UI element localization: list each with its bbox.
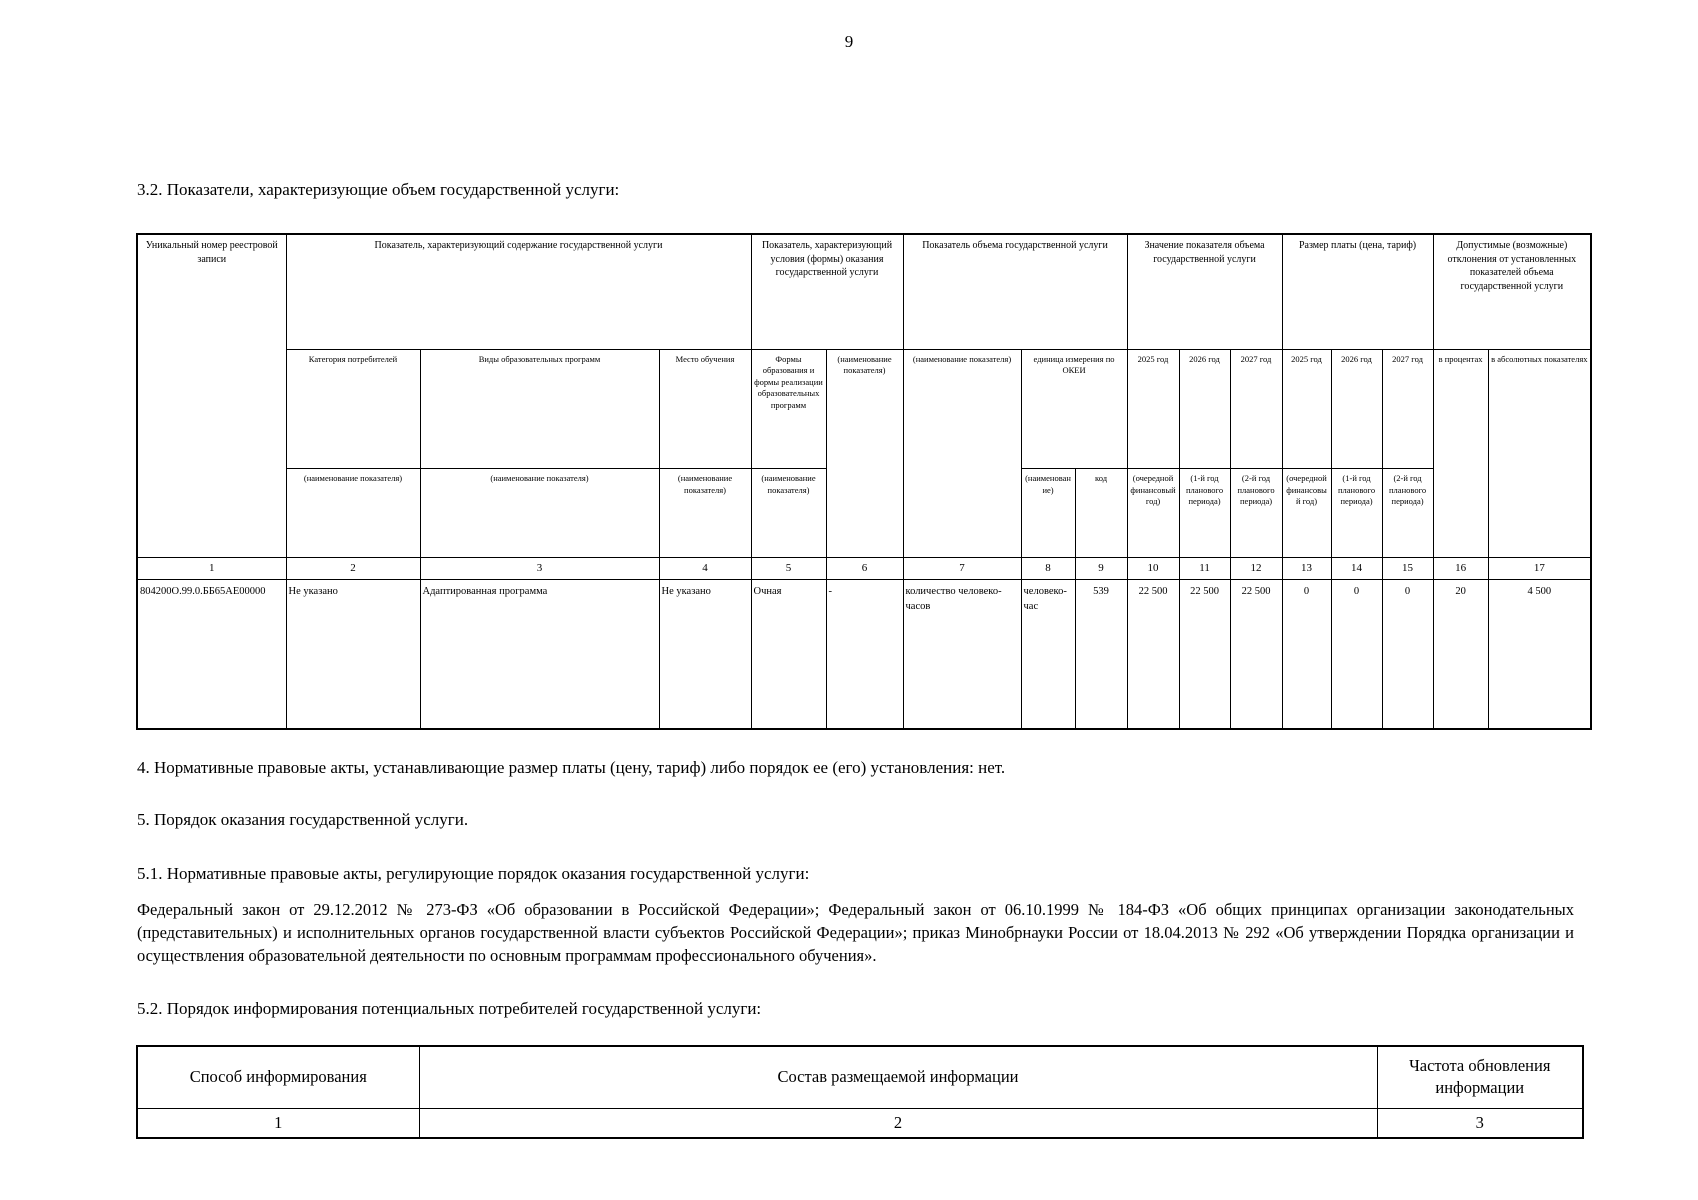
header-conditions-indicator: Показатель, характеризующий условия (формы) оказания государственной услуги bbox=[751, 234, 903, 349]
col-number: 15 bbox=[1382, 557, 1433, 579]
col-number: 3 bbox=[420, 557, 659, 579]
info-header-row bbox=[137, 1046, 1583, 1108]
col-number: 8 bbox=[1021, 557, 1075, 579]
header-unique-number: Уникальный номер реестровой записи bbox=[137, 234, 286, 557]
unit-value: человеко-час bbox=[1021, 579, 1075, 729]
fee-value-2027: 0 bbox=[1382, 579, 1433, 729]
col-number: 10 bbox=[1127, 557, 1179, 579]
name-category: (наименование показателя) bbox=[286, 469, 420, 557]
program-type: Адаптированная программа bbox=[420, 579, 659, 729]
col-number: 13 bbox=[1282, 557, 1331, 579]
header-indicator-value: Значение показателя объема государственной услуги bbox=[1127, 234, 1282, 349]
sub-year-2027: 2027 год bbox=[1230, 349, 1282, 468]
fee-value-2025: 0 bbox=[1282, 579, 1331, 729]
page-number: 9 bbox=[844, 32, 854, 51]
header-information-content: Состав размещаемой информации bbox=[419, 1046, 1377, 1108]
name-place: (наименование показателя) bbox=[659, 469, 751, 557]
consumer-category: Не указано bbox=[286, 579, 420, 729]
unit-name: (наименование) bbox=[1021, 469, 1075, 557]
registry-number: 804200О.99.0.ББ65АЕ00000 bbox=[137, 579, 286, 729]
value-2026: 22 500 bbox=[1179, 579, 1230, 729]
table-row bbox=[137, 579, 1591, 729]
col6-value: - bbox=[826, 579, 903, 729]
col-number: 1 bbox=[137, 557, 286, 579]
header-row-1 bbox=[137, 234, 1591, 349]
col-number: 16 bbox=[1433, 557, 1488, 579]
sub-col6-name: (наименование показателя) bbox=[826, 349, 903, 557]
col-number: 12 bbox=[1230, 557, 1282, 579]
fee-period-first: (1-й год планового периода) bbox=[1331, 469, 1382, 557]
section-3-2-heading: 3.2. Показатели, характеризующие объем государственной услуги: bbox=[137, 180, 620, 199]
col-number: 14 bbox=[1331, 557, 1382, 579]
col-number: 2 bbox=[419, 1108, 1377, 1138]
legal-acts-paragraph: Федеральный закон от 29.12.2012 № 273-ФЗ «Об образовании в Российской Федерации»; Федеральный закон от 06.10.1999 № 184-ФЗ «Об общих принципах организации законодательных (представительных) и исполнительных органов государственной власти субъектов Российской Федерации»; приказ Минобрнауки России от 18.04.2013 № 292 «Об утверждении Порядка организации и осуществления образовательной деятельности по основным программам профессионального обучения». bbox=[137, 900, 1574, 965]
info-number-row bbox=[137, 1108, 1583, 1138]
sub-in-absolute: в абсолютных показателях bbox=[1488, 349, 1591, 557]
col-number: 7 bbox=[903, 557, 1021, 579]
sub-education-forms: Формы образования и формы реализации образовательных программ bbox=[751, 349, 826, 468]
value-2027: 22 500 bbox=[1230, 579, 1282, 729]
deviation-percent: 20 bbox=[1433, 579, 1488, 729]
header-informing-method: Способ информирования bbox=[137, 1046, 419, 1108]
okei-code: 539 bbox=[1075, 579, 1127, 729]
section-5-2-heading: 5.2. Порядок информирования потенциальных потребителей государственной услуги: bbox=[137, 999, 762, 1018]
sub-in-percent: в процентах bbox=[1433, 349, 1488, 557]
fee-period-current: (очередной финансовый год) bbox=[1282, 469, 1331, 557]
header-row-2 bbox=[137, 349, 1591, 468]
deviation-absolute: 4 500 bbox=[1488, 579, 1591, 729]
informing-table bbox=[136, 1045, 1584, 1139]
education-form: Очная bbox=[751, 579, 826, 729]
col-number: 11 bbox=[1179, 557, 1230, 579]
sub-consumer-category: Категория потребителей bbox=[286, 349, 420, 468]
study-place: Не указано bbox=[659, 579, 751, 729]
col-number: 2 bbox=[286, 557, 420, 579]
volume-indicators-table bbox=[136, 233, 1592, 730]
period-second: (2-й год планового периода) bbox=[1230, 469, 1282, 557]
period-current: (очередной финансовый год) bbox=[1127, 469, 1179, 557]
section-4-text: 4. Нормативные правовые акты, устанавливающие размер платы (цену, тариф) либо порядок ее (его) установления: нет. bbox=[137, 758, 1006, 777]
col-number: 4 bbox=[659, 557, 751, 579]
sub-unit-okei: единица измерения по ОКЕИ bbox=[1021, 349, 1127, 468]
col-number: 17 bbox=[1488, 557, 1591, 579]
column-number-row bbox=[137, 557, 1591, 579]
fee-period-second: (2-й год планового периода) bbox=[1382, 469, 1433, 557]
header-content-indicator: Показатель, характеризующий содержание государственной услуги bbox=[286, 234, 751, 349]
header-update-frequency: Частота обновления информации bbox=[1377, 1046, 1583, 1108]
sub-program-types: Виды образовательных программ bbox=[420, 349, 659, 468]
sub-volume-name: (наименование показателя) bbox=[903, 349, 1021, 557]
sub-fee-2025: 2025 год bbox=[1282, 349, 1331, 468]
name-programs: (наименование показателя) bbox=[420, 469, 659, 557]
col-number: 3 bbox=[1377, 1108, 1583, 1138]
section-5-heading: 5. Порядок оказания государственной услуги. bbox=[137, 810, 469, 829]
sub-fee-2026: 2026 год bbox=[1331, 349, 1382, 468]
header-fee: Размер платы (цена, тариф) bbox=[1282, 234, 1433, 349]
sub-fee-2027: 2027 год bbox=[1382, 349, 1433, 468]
col-number: 1 bbox=[137, 1108, 419, 1138]
header-deviation: Допустимые (возможные) отклонения от установленных показателей объема государственной услуги bbox=[1433, 234, 1591, 349]
name-forms: (наименование показателя) bbox=[751, 469, 826, 557]
fee-value-2026: 0 bbox=[1331, 579, 1382, 729]
col-number: 9 bbox=[1075, 557, 1127, 579]
period-first: (1-й год планового периода) bbox=[1179, 469, 1230, 557]
header-volume-indicator: Показатель объема государственной услуги bbox=[903, 234, 1127, 349]
volume-indicator-name: количество человеко-часов bbox=[903, 579, 1021, 729]
unit-code: код bbox=[1075, 469, 1127, 557]
value-2025: 22 500 bbox=[1127, 579, 1179, 729]
sub-year-2025: 2025 год bbox=[1127, 349, 1179, 468]
sub-year-2026: 2026 год bbox=[1179, 349, 1230, 468]
sub-study-place: Место обучения bbox=[659, 349, 751, 468]
section-5-1-heading: 5.1. Нормативные правовые акты, регулирующие порядок оказания государственной услуги: bbox=[137, 864, 810, 883]
col-number: 6 bbox=[826, 557, 903, 579]
col-number: 5 bbox=[751, 557, 826, 579]
